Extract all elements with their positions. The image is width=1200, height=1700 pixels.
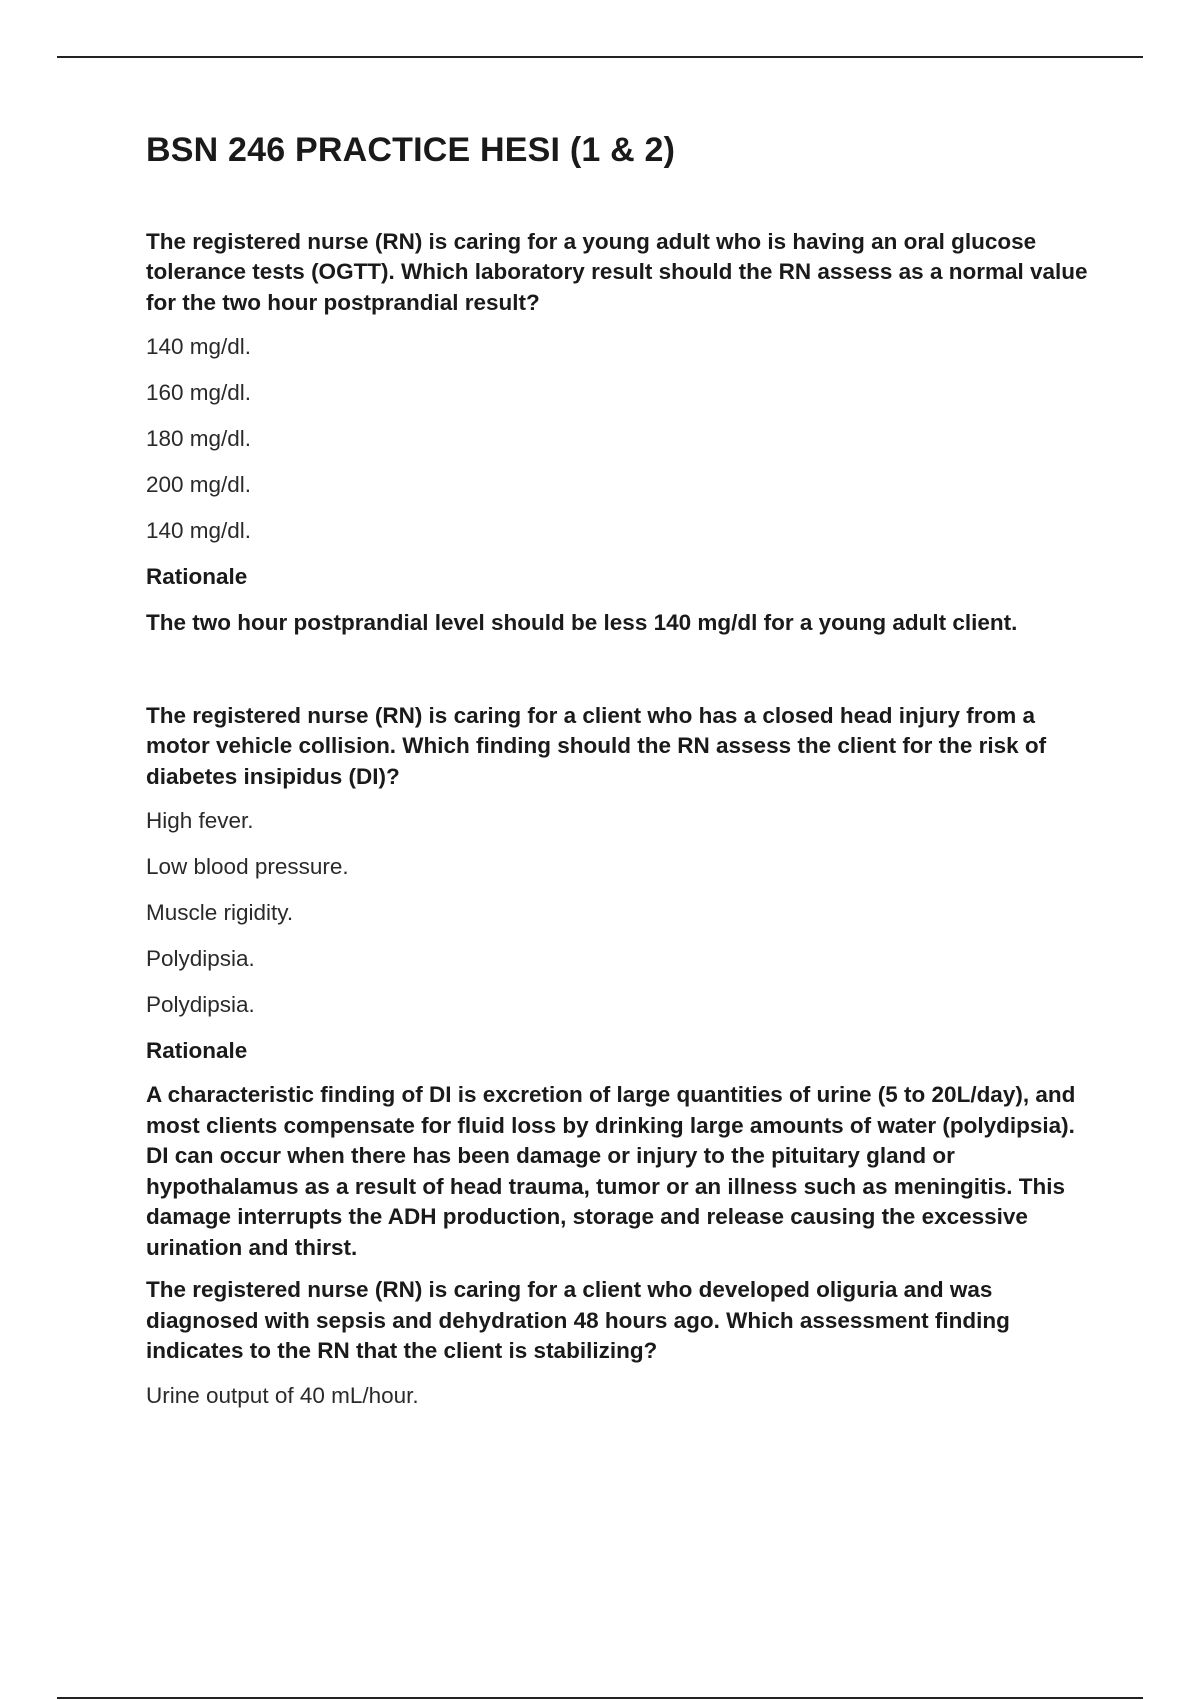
answer-option: 140 mg/dl. [146, 334, 252, 360]
question-block-2 [146, 701, 1096, 1264]
answer-option: Urine output of 40 mL/hour. [146, 1382, 419, 1408]
question-block-3 [146, 1275, 1096, 1411]
rationale-text: The two hour postprandial level should be less 140 mg/dl for a young adult client. [146, 610, 1018, 636]
document-body [146, 130, 1096, 1411]
rationale-text: A characteristic finding of DI is excretion of large quantities of urine (5 to 20L/day), and most clients compensate for fluid loss by drinking large amounts of water (polydipsia). DI can occur when there has been damage or injury to the pituitary gland or hypothalamus as a result of head trauma, tumor or an illness such as meningitis. This damage interrupts the ADH production, storage and release causing the excessive urination and thirst. [146, 1082, 1076, 1260]
header-rule [57, 56, 1143, 58]
answer-option: Polydipsia. [146, 946, 255, 972]
rationale-label: Rationale [146, 564, 248, 590]
answer-option: High fever. [146, 808, 254, 834]
answer-option: Muscle rigidity. [146, 900, 294, 926]
footer-rule [57, 1697, 1143, 1699]
answer-option: 140 mg/dl. [146, 518, 252, 544]
question-text: The registered nurse (RN) is caring for a client who has a closed head injury from a motor vehicle collision. Which finding should the RN assess the client for the risk of diabetes insipidus (DI)? [146, 702, 1047, 789]
question-text: The registered nurse (RN) is caring for a client who developed oliguria and was diagnosed with sepsis and dehydration 48 hours ago. Which assessment finding indicates to the RN that the client is stabilizing? [146, 1277, 1010, 1364]
question-text: The registered nurse (RN) is caring for a young adult who is having an oral glucose tolerance tests (OGTT). Which laboratory result should the RN assess as a normal value for the two hour postprandial result? [146, 228, 1088, 315]
answer-option: 200 mg/dl. [146, 472, 252, 498]
answer-option: Polydipsia. [146, 992, 255, 1018]
answer-option: Low blood pressure. [146, 854, 349, 880]
answer-option: 180 mg/dl. [146, 426, 252, 452]
rationale-label: Rationale [146, 1038, 248, 1064]
document-title: BSN 246 PRACTICE HESI (1 & 2) [146, 131, 676, 169]
answer-option: 160 mg/dl. [146, 380, 252, 406]
question-block-1 [146, 227, 1096, 639]
